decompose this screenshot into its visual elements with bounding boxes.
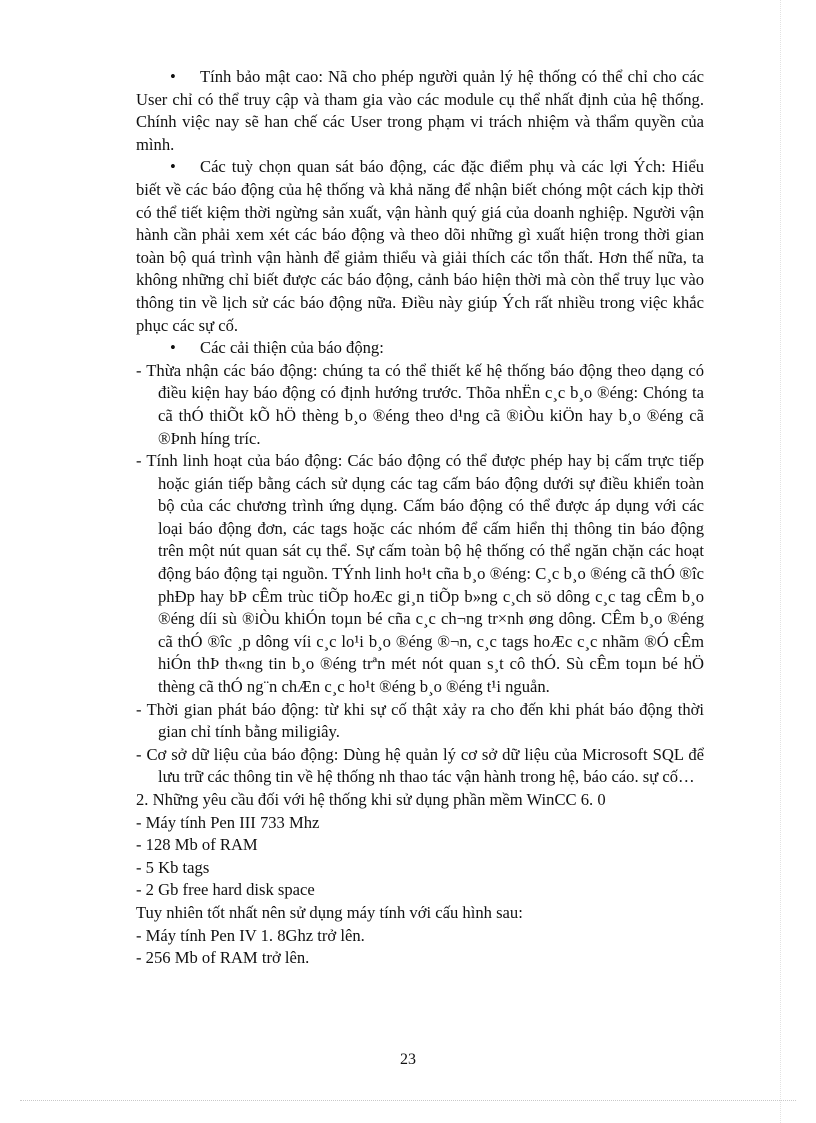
bullet-alarm-options: • Các tuỳ chọn quan sát báo động, các đặc điểm phụ và các lợi Ých: Hiểu biết về các báo động của hệ thống và khả năng để nhận biết chóng một cách kịp thời có thể tiết kiệm thời ngừng sản xuất, vận hành quý giá của doanh nghiệp. Người vận hành cần phải xem xét các báo động và theo dõi những gì xuất hiện trong thời gian toàn bộ quá trình vận hành để giảm thiểu và giải thích các tổn thất. Hơn thế nữa, ta không những chỉ biết được các báo động, cảnh báo hiện thời mà còn thể truy lục vào thông tin về lịch sử các báo động nữa. Điều này giúp Ých rất nhiều trong việc khắc phục các sự cố.: [136, 157, 704, 335]
list-item-tags: - 5 Kb tags: [136, 857, 210, 877]
paragraph-alarm-flexibility: - Tính linh hoạt của báo động: Các báo động có thể được phép hay bị cấm trực tiếp hoặc gián tiếp bằng cách sử dụng các tag cấm báo động dưới sự điều khiển toàn bộ của các chương trình ứng dụng. Cấm báo động có thể được áp dụng với các loại báo động đơn, các tags hoặc các nhóm để cấm hiển thị thông tin báo động trên một nút quan sát cụ thể. Sự cấm toàn bộ hệ thống có thể ngăn chặn các hoạt động báo động tại nguồn. TÝnh linh ho¹t cña b¸o ®éng: C¸c b¸o ®éng cã thÓ ®îc phÐp hay bÞ cÊm trùc tiÕp hoÆc gi¸n tiÕp b»ng c¸ch sö dông c¸c tag cÊm b¸o ®éng díi sù ®iÒu khiÓn toµn bé cña c¸c ch¬ng tr×nh øng dông. CÊm b¸o ®éng cã thÓ ®îc ¸p dông víi c¸c lo¹i b¸o ®éng ®¬n, c¸c tags hoÆc c¸c nhãm ®Ó cÊm hiÓn thÞ th«ng tin b¸o ®éng trªn mét nót quan s¸t cô thÓ. Sù cÊm toµn bé hÖ thèng cã thÓ ng¨n chÆn c¸c ho¹t ®éng b¸o ®éng t¹i nguån.: [136, 451, 704, 697]
bullet-icon: •: [170, 67, 176, 86]
list-item-disk: - 2 Gb free hard disk space: [136, 880, 315, 900]
list-item-cpu-recommended: - Máy tính Pen IV 1. 8Ghz trở lên.: [136, 925, 365, 945]
section-heading-requirements: 2. Những yêu cầu đối với hệ thống khi sử dụng phần mềm WinCC 6. 0: [136, 790, 606, 809]
margin-guide: [780, 0, 781, 1123]
list-item-ram-min: - 128 Mb of RAM: [136, 835, 258, 855]
paragraph-recommended: Tuy nhiên tốt nhất nên sử dụng máy tính với cấu hình sau:: [136, 902, 523, 922]
document-body: [136, 66, 704, 970]
list-item-cpu-min: - Máy tính Pen III 733 Mhz: [136, 812, 320, 832]
bullet-icon: •: [170, 338, 176, 358]
bullet-security: • Tính bảo mật cao: Nã cho phép người quản lý hệ thống có thể chỉ cho các User chỉ có thể truy cập và tham gia vào các module cụ thể nhất định của hệ thống. Chính việc nay sẽ han chế các User trong phạm vi trách nhiệm và thẩm quyền của mình.: [136, 67, 704, 154]
list-item-ram-recommended: - 256 Mb of RAM trở lên.: [136, 948, 310, 968]
list-item-alarm-database: - Cơ sở dữ liệu của báo động: Dùng hệ quản lý cơ sở dữ liệu của Microsoft SQL để lưu trữ các thông tin về hệ thống nh thao tác vận hành trong hệ, báo cáo. sự cố…: [136, 744, 704, 787]
bullet-alarm-improvements: • Các cải thiện của báo động:: [136, 337, 704, 360]
bullet-icon: •: [170, 157, 176, 177]
paragraph-alarm-acknowledge: - Thừa nhận các báo động: chúng ta có thể thiết kế hệ thống báo động theo dạng có điều kiện hay báo động có định hướng trước. Thõa nhËn c¸c b¸o ®éng: Chóng ta cã thÓ thiÕt kÕ hÖ thèng b¸o ®éng theo d¹ng cã ®iÒu kiÖn hay b¸o ®éng cã ®Þnh híng tríc.: [136, 360, 704, 448]
page-number: 23: [400, 1051, 416, 1068]
footer-divider: [20, 1100, 796, 1101]
list-item-alarm-time: - Thời gian phát báo động: từ khi sự cố thật xảy ra cho đến khi phát báo động thời gian chỉ tính bằng miligiây.: [136, 699, 704, 742]
